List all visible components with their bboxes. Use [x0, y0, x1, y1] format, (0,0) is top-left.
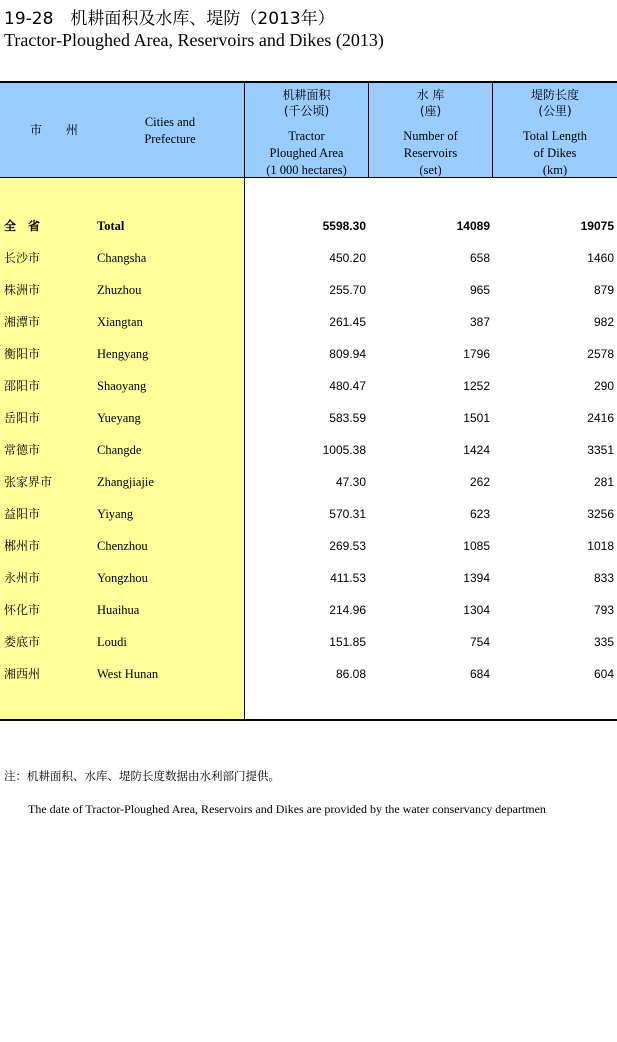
- table-row: [0, 314, 617, 346]
- row-name-cn: 湘潭市: [4, 315, 41, 329]
- row-dikes: 1018: [587, 539, 614, 553]
- table-row: [0, 442, 617, 474]
- row-reservoirs: 1085: [463, 539, 490, 553]
- row-area: 570.31: [329, 507, 366, 521]
- row-dikes: 982: [593, 315, 614, 329]
- header-city-cn: 市 州: [30, 123, 88, 137]
- row-name-cn: 怀化市: [4, 603, 41, 617]
- header-area-cn: 机耕面积: [282, 88, 331, 102]
- row-name-cn: 益阳市: [4, 507, 41, 521]
- table-row: [0, 378, 617, 410]
- table-row: [0, 346, 617, 378]
- row-reservoirs: 684: [469, 667, 490, 681]
- row-reservoirs: 658: [469, 251, 490, 265]
- row-area: 214.96: [329, 603, 366, 617]
- row-name-cn: 衡阳市: [4, 347, 41, 361]
- row-name-cn: 株洲市: [4, 283, 41, 297]
- table-row: [0, 282, 617, 314]
- row-name-en: Yongzhou: [97, 571, 148, 585]
- row-name-en: Hengyang: [97, 347, 149, 361]
- row-name-cn: 常德市: [4, 443, 41, 457]
- table-row: [0, 634, 617, 666]
- row-reservoirs: 262: [469, 475, 490, 489]
- row-reservoirs: 1304: [463, 603, 490, 617]
- row-name-en: Huaihua: [97, 603, 140, 617]
- row-reservoirs: 754: [469, 635, 490, 649]
- row-reservoirs: 1252: [463, 379, 490, 393]
- row-name-en: Chenzhou: [97, 539, 148, 553]
- row-reservoirs: 1501: [463, 411, 490, 425]
- table-row: [0, 250, 617, 282]
- table-body: [0, 218, 617, 698]
- row-area: 1005.38: [322, 443, 366, 457]
- row-area: 809.94: [329, 347, 366, 361]
- data-table: [0, 81, 617, 721]
- header-area: [245, 83, 368, 177]
- header-dikes: [493, 83, 617, 177]
- header-reservoirs: [369, 83, 492, 177]
- table-row: [0, 570, 617, 602]
- row-name-en: Changsha: [97, 251, 147, 265]
- row-area: 269.53: [329, 539, 366, 553]
- row-dikes: 3256: [587, 507, 614, 521]
- row-dikes: 879: [593, 283, 614, 297]
- row-name-cn: 湘西州: [4, 667, 41, 681]
- row-name-en: Yiyang: [97, 507, 134, 521]
- header-area-unit-en: (1 000 hectares): [266, 163, 347, 177]
- table-row: [0, 602, 617, 634]
- row-name-cn: 邵阳市: [4, 379, 41, 393]
- header-dikes-unit-en: (km): [542, 163, 568, 177]
- header-city-en-line2: Prefecture: [144, 132, 196, 146]
- row-dikes: 335: [593, 635, 614, 649]
- row-area: 151.85: [329, 635, 366, 649]
- row-dikes: 2416: [587, 411, 614, 425]
- table-bottom-rule: [0, 719, 617, 721]
- row-area: 86.08: [335, 667, 366, 681]
- table-row: [0, 474, 617, 506]
- row-dikes: 604: [593, 667, 614, 681]
- table-row: [0, 538, 617, 570]
- row-name-cn: 永州市: [4, 571, 41, 585]
- row-name-cn: 长沙市: [4, 251, 41, 265]
- row-area: 450.20: [329, 251, 366, 265]
- footnote-cn: 注：机耕面积、水库、堤防长度数据由水利部门提供。: [4, 769, 280, 783]
- row-dikes: 290: [593, 379, 614, 393]
- row-name-en: Changde: [97, 443, 142, 457]
- row-name-en: Shaoyang: [97, 379, 147, 393]
- row-area: 5598.30: [322, 219, 366, 233]
- row-area: 255.70: [329, 283, 366, 297]
- row-reservoirs: 965: [469, 283, 490, 297]
- row-reservoirs: 387: [469, 315, 490, 329]
- row-reservoirs: 1394: [463, 571, 490, 585]
- table-row-total: [0, 218, 617, 250]
- header-dikes-en1: Total Length: [522, 129, 588, 143]
- header-area-en2: Ploughed Area: [269, 146, 344, 160]
- row-dikes: 19075: [580, 219, 614, 233]
- row-name-cn: 张家界市: [4, 475, 53, 489]
- row-name-cn: 娄底市: [4, 635, 41, 649]
- table-row: [0, 410, 617, 442]
- row-name-en: Loudi: [97, 635, 127, 649]
- row-dikes: 833: [593, 571, 614, 585]
- row-dikes: 281: [593, 475, 614, 489]
- row-reservoirs: 14089: [456, 219, 490, 233]
- row-name-en: Zhuzhou: [97, 283, 142, 297]
- row-dikes: 793: [593, 603, 614, 617]
- row-area: 583.59: [329, 411, 366, 425]
- row-name-en: Zhangjiajie: [97, 475, 154, 489]
- header-dikes-unit-cn: (公里): [538, 104, 572, 118]
- header-area-en1: Tractor: [288, 129, 325, 143]
- table-row: [0, 506, 617, 538]
- row-area: 47.30: [335, 475, 366, 489]
- row-name-cn: 岳阳市: [4, 411, 41, 425]
- row-name-cn: 全 省: [4, 219, 41, 233]
- row-name-cn: 郴州市: [4, 539, 41, 553]
- footnote-en: The date of Tractor-Ploughed Area, Reservoirs and Dikes are provided by the water conservancy departmen: [28, 802, 546, 816]
- row-area: 411.53: [330, 571, 366, 585]
- header-reservoirs-en2: Reservoirs: [403, 146, 458, 160]
- header-reservoirs-unit-en: (set): [419, 163, 442, 177]
- row-reservoirs: 623: [469, 507, 490, 521]
- page-title-en: Tractor-Ploughed Area, Reservoirs and Dikes (2013): [4, 30, 384, 50]
- row-reservoirs: 1796: [463, 347, 490, 361]
- row-name-en: West Hunan: [97, 667, 159, 681]
- header-city-en: [130, 114, 210, 148]
- row-reservoirs: 1424: [463, 443, 490, 457]
- header-city-en-line1: Cities and: [144, 115, 196, 129]
- header-reservoirs-cn: 水 库: [416, 88, 445, 102]
- header-reservoirs-unit-cn: (座): [419, 104, 442, 118]
- header-dikes-en2: of Dikes: [533, 146, 577, 160]
- row-name-en: Yueyang: [97, 411, 141, 425]
- table-row: [0, 666, 617, 698]
- row-area: 261.45: [329, 315, 366, 329]
- row-name-en: Total: [97, 219, 125, 233]
- header-area-unit-cn: (千公顷): [283, 104, 330, 118]
- row-dikes: 2578: [587, 347, 614, 361]
- header-dikes-cn: 堤防长度: [530, 88, 579, 102]
- row-name-en: Xiangtan: [97, 315, 143, 329]
- page-title-cn: 19-28 机耕面积及水库、堤防（2013年）: [4, 9, 335, 29]
- header-reservoirs-en1: Number of: [403, 129, 458, 143]
- row-dikes: 3351: [587, 443, 614, 457]
- row-area: 480.47: [329, 379, 366, 393]
- row-dikes: 1460: [587, 251, 614, 265]
